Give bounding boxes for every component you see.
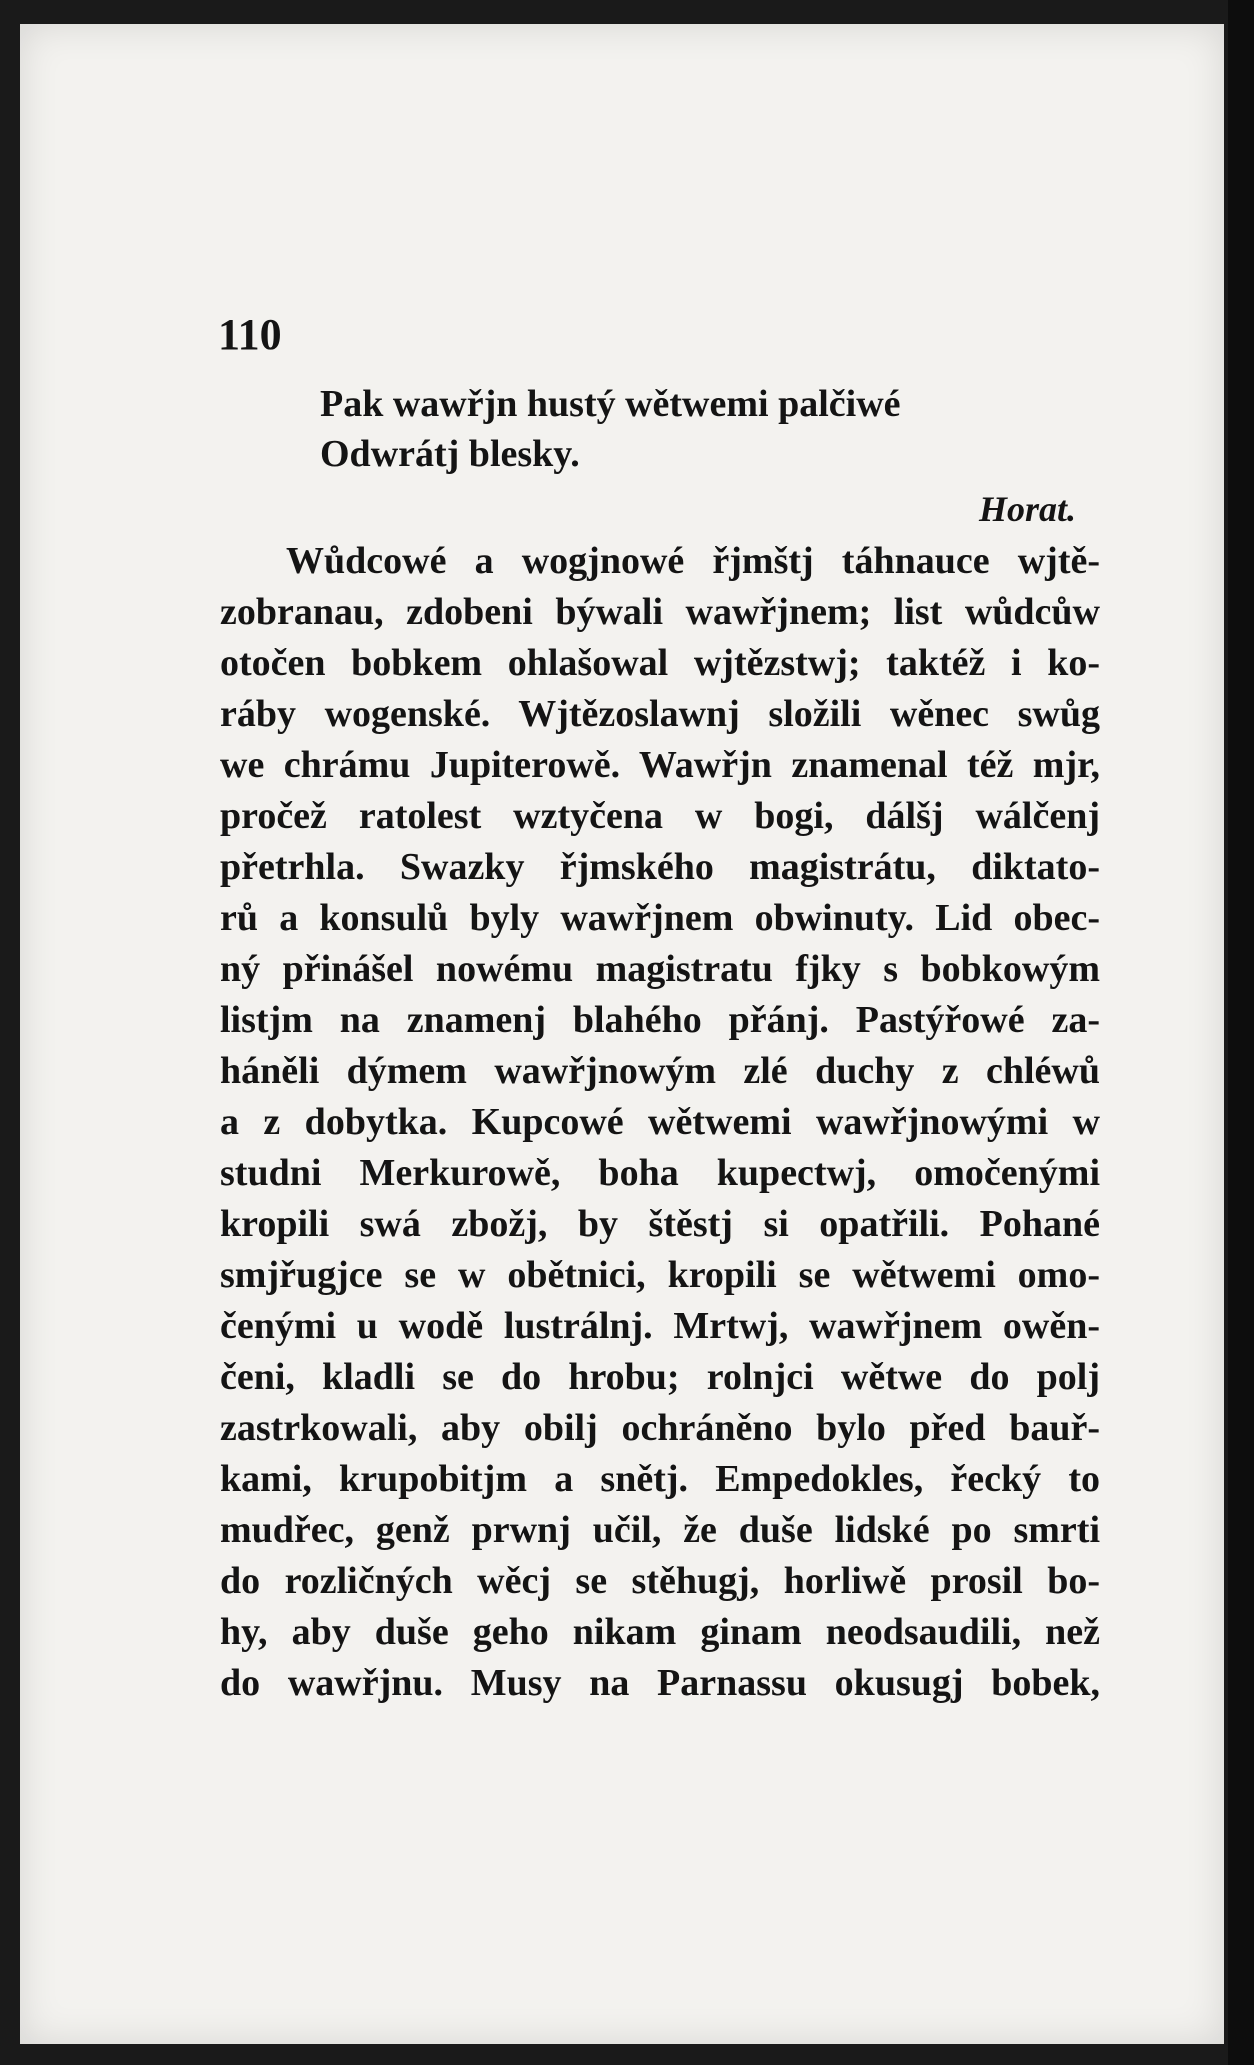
text-line: pročež ratolest wztyčena w bogi, dálšj wálčenj <box>220 795 1100 837</box>
text-line: we chrámu Jupiterowě. Wawřjn znamenal též mjr, <box>220 744 1100 786</box>
text-line: kropili swá zbožj, by štěstj si opatřili. Pohané <box>220 1203 1100 1245</box>
text-line: mudřec, genž prwnj učil, že duše lidské po smrti <box>220 1509 1100 1551</box>
text-line: čenými u wodě lustrálnj. Mrtwj, wawřjnem owěn- <box>220 1305 1100 1347</box>
text-line: a z dobytka. Kupcowé wětwemi wawřjnowými w <box>220 1101 1100 1143</box>
text-line: kami, krupobitjm a snětj. Empedokles, řecký to <box>220 1458 1100 1500</box>
verse-line-1: Pak wawřjn hustý wětwemi palčiwé <box>320 383 901 425</box>
verse-line-2: Odwrátj blesky. <box>320 433 580 475</box>
text-line: zobranau, zdobeni býwali wawřjnem; list wůdcůw <box>220 591 1100 633</box>
text-line: ný přinášel nowému magistratu fjky s bobkowým <box>220 948 1100 990</box>
text-line: smjřugjce se w obětnici, kropili se wětwemi omo- <box>220 1254 1100 1296</box>
text-line: čeni, kladli se do hrobu; rolnjci wětwe do polj <box>220 1356 1100 1398</box>
page-number: 110 <box>218 310 282 359</box>
text-line: přetrhla. Swazky řjmského magistrátu, diktato- <box>220 846 1100 888</box>
text-line: otočen bobkem ohlašowal wjtězstwj; taktéž i ko- <box>220 642 1100 684</box>
text-line: rů a konsulů byly wawřjnem obwinuty. Lid obec- <box>220 897 1100 939</box>
body-paragraph <box>220 536 1100 1709</box>
text-line: Wůdcowé a wogjnowé řjmštj táhnauce wjtě- <box>286 540 1100 582</box>
text-line: studni Merkurowě, boha kupectwj, omočenými <box>220 1152 1100 1194</box>
text-line: háněli dýmem wawřjnowým zlé duchy z chléwů <box>220 1050 1100 1092</box>
book-page <box>20 24 1224 2044</box>
text-line: do rozličných wěcj se stěhugj, horliwě prosil bo- <box>220 1560 1100 1602</box>
verse-attribution: Horat. <box>978 489 1076 529</box>
text-line: zastrkowali, aby obilj ochráněno bylo před bauř- <box>220 1407 1100 1449</box>
scan-border <box>1228 0 1254 2065</box>
text-line: hy, aby duše geho nikam ginam neodsaudili, než <box>220 1611 1100 1653</box>
text-line: do wawřjnu. Musy na Parnassu okusugj bobek, <box>220 1662 1100 1704</box>
text-line: listjm na znamenj blahého přánj. Pastýřowé za- <box>220 999 1100 1041</box>
text-line: ráby wogenské. Wjtězoslawnj složili wěnec swůg <box>220 693 1100 735</box>
